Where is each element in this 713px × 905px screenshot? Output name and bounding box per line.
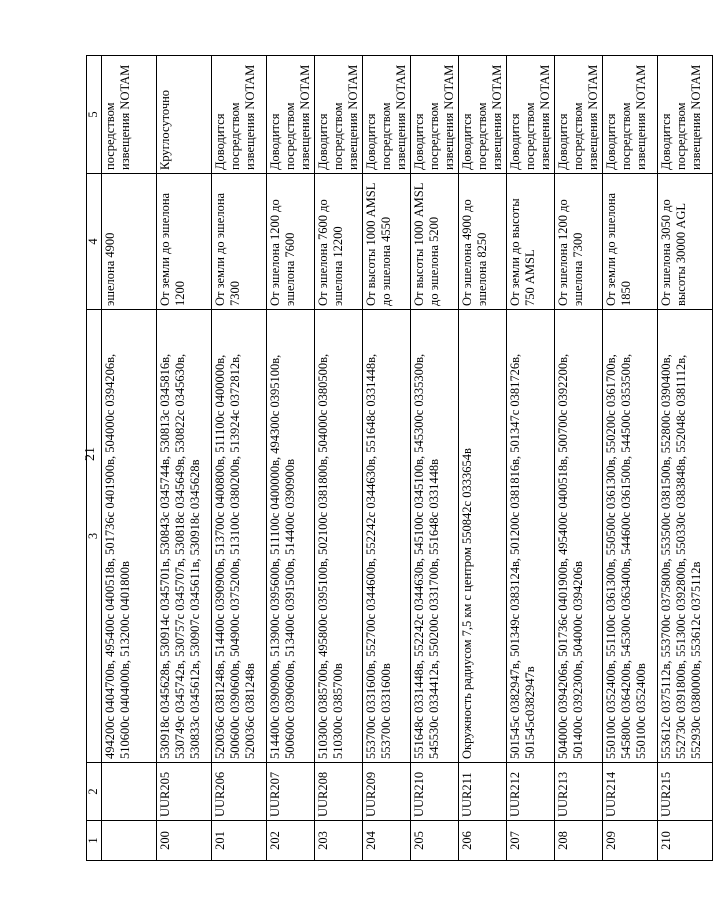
page-number: 21 xyxy=(83,447,98,461)
zone-code-cell: UUR214 xyxy=(603,763,658,821)
altitude-cell: От земли до эшелона 1850 xyxy=(603,174,658,310)
schedule-cell: Доводится посредством извещения NOTAM xyxy=(363,56,411,174)
row-number-cell: 207 xyxy=(507,821,555,861)
coordinates-cell: 494200с 0404700в, 495400с 0400518в, 501736с 0401900в, 504000с 0394206в, 510600с 0404000в, 513200с 0401800в xyxy=(102,310,157,763)
altitude-cell: От высоты 1000 AMSL до эшелона 4550 xyxy=(363,174,411,310)
schedule-cell: Доводится посредством извещения NOTAM xyxy=(507,56,555,174)
row-number-cell: 208 xyxy=(555,821,603,861)
table-row xyxy=(507,56,555,861)
table-row xyxy=(411,56,459,861)
altitude-cell: От эшелона 4900 до эшелона 8250 xyxy=(459,174,507,310)
table-body xyxy=(87,56,713,861)
altitude-cell: От земли до эшелона 1200 xyxy=(157,174,212,310)
row-number-cell: 210 xyxy=(658,821,713,861)
coordinates-cell: 550100с 0352400в, 551100с 0361300в, 550500с 0361300в, 550200с 0361700в, 545800с 0364200в, 545300с 0363400в, 544600с 0361500в, 544500с 0353500в, 550100с 0352400в xyxy=(603,310,658,763)
table-row xyxy=(555,56,603,861)
row-number-cell: 204 xyxy=(363,821,411,861)
table-row xyxy=(157,56,212,861)
row-number-cell: 201 xyxy=(212,821,267,861)
zone-code-cell: UUR206 xyxy=(212,763,267,821)
table-row xyxy=(363,56,411,861)
column-header: 1 xyxy=(87,821,102,861)
column-header: 5 xyxy=(87,56,102,174)
zone-code-cell xyxy=(102,763,157,821)
coordinates-cell: 530918с 0345628в, 530914с 0345701в, 530843с 0345744в, 530813с 0345816в, 530749с 0345742в, 530757с 0345707в, 530818с 0345649в, 530822с 0345630в, 530833с 0345612в, 530907с 0345611в, 530918с 0345628в xyxy=(157,310,212,763)
schedule-cell: посредством извещения NOTAM xyxy=(102,56,157,174)
row-number-cell: 206 xyxy=(459,821,507,861)
coordinates-cell: 553612с 0375112в, 553700с 0375800в, 553500с 0381500в, 552800с 0390400в, 552730с 0391800в, 551300с 0392800в, 550330с 0383848в, 552048с 0381112в, 552930с 0380000в, 553612с 0375112в xyxy=(658,310,713,763)
coordinates-cell: 553700с 0331600в, 552700с 0344600в, 552242с 0344630в, 551648с 0331448в, 553700с 0331600в xyxy=(363,310,411,763)
altitude-cell: От земли до эшелона 7300 xyxy=(212,174,267,310)
coordinates-cell: 501545с 0382947в, 501349с 0383124в, 501200с 0381816в, 501347с 0381726в, 501545с0382947в xyxy=(507,310,555,763)
coordinates-cell: 551648с 0331448в, 552242с 0344630в, 545100с 0345100в, 545300с 0335300в, 545530с 0334412в, 550200с 0331700в, 551648с 0331448в xyxy=(411,310,459,763)
altitude-cell: От эшелона 1200 до эшелона 7300 xyxy=(555,174,603,310)
altitude-cell: От земли до высоты 750 AMSL xyxy=(507,174,555,310)
table-row xyxy=(267,56,315,861)
schedule-cell: Доводится посредством извещения NOTAM xyxy=(315,56,363,174)
coordinates-cell: 510300с 0385700в, 495800с 0395100в, 502100с 0381800в, 504000с 0380500в, 510300с 0385700в xyxy=(315,310,363,763)
zone-code-cell: UUR210 xyxy=(411,763,459,821)
schedule-cell: Доводится посредством извещения NOTAM xyxy=(658,56,713,174)
altitude-cell: эшелона 4900 xyxy=(102,174,157,310)
table-row xyxy=(102,56,157,861)
zone-code-cell: UUR215 xyxy=(658,763,713,821)
table-row xyxy=(459,56,507,861)
rotated-page xyxy=(83,56,703,861)
row-number-cell: 205 xyxy=(411,821,459,861)
zone-code-cell: UUR211 xyxy=(459,763,507,821)
table-row xyxy=(212,56,267,861)
column-header: 4 xyxy=(87,174,102,310)
zone-code-cell: UUR207 xyxy=(267,763,315,821)
row-number-cell: 209 xyxy=(603,821,658,861)
schedule-cell: Доводится посредством извещения NOTAM xyxy=(212,56,267,174)
schedule-cell: Доводится посредством извещения NOTAM xyxy=(267,56,315,174)
row-number-cell xyxy=(102,821,157,861)
altitude-cell: От эшелона 1200 до эшелона 7600 xyxy=(267,174,315,310)
zone-code-cell: UUR209 xyxy=(363,763,411,821)
altitude-cell: От эшелона 7600 до эшелона 12200 xyxy=(315,174,363,310)
zone-code-cell: UUR208 xyxy=(315,763,363,821)
row-number-cell: 203 xyxy=(315,821,363,861)
altitude-cell: От высоты 1000 AMSL до эшелона 5200 xyxy=(411,174,459,310)
coordinates-cell: 520036с 0381248в, 514400с 0390900в, 513700с 0400800в, 511100с 0400000в, 500600с 0390600в, 504900с 0375200в, 513100с 0380200в, 513924с 0372812в, 520036с 0381248в xyxy=(212,310,267,763)
table-row xyxy=(658,56,713,861)
schedule-cell: Доводится посредством извещения NOTAM xyxy=(555,56,603,174)
header-row xyxy=(87,56,102,861)
column-header: 2 xyxy=(87,763,102,821)
zone-code-cell: UUR212 xyxy=(507,763,555,821)
coordinates-cell: 504000с 0394206в, 501736с 0401900в, 495400с 0400518в, 500700с 0392200в, 501400с 0392300в, 504000с 0394206в xyxy=(555,310,603,763)
row-number-cell: 202 xyxy=(267,821,315,861)
schedule-cell: Круглосуточно xyxy=(157,56,212,174)
row-number-cell: 200 xyxy=(157,821,212,861)
schedule-cell: Доводится посредством извещения NOTAM xyxy=(603,56,658,174)
schedule-cell: Доводится посредством извещения NOTAM xyxy=(459,56,507,174)
zone-code-cell: UUR213 xyxy=(555,763,603,821)
column-header: 3 xyxy=(87,310,102,763)
coordinates-cell: Окружность радиусом 7,5 км с центром 550842с 0333654в xyxy=(459,310,507,763)
table-row xyxy=(603,56,658,861)
schedule-cell: Доводится посредством извещения NOTAM xyxy=(411,56,459,174)
airspace-table xyxy=(83,55,713,861)
zone-code-cell: UUR205 xyxy=(157,763,212,821)
coordinates-cell: 514400с 0390900в, 513900с 0395600в, 511100с 0400000в, 494300с 0395100в, 500600с 0390600в, 513400с 0391500в, 514400с 0390900в xyxy=(267,310,315,763)
altitude-cell: От эшелона 3050 до высоты 30000 AGL xyxy=(658,174,713,310)
table-row xyxy=(315,56,363,861)
